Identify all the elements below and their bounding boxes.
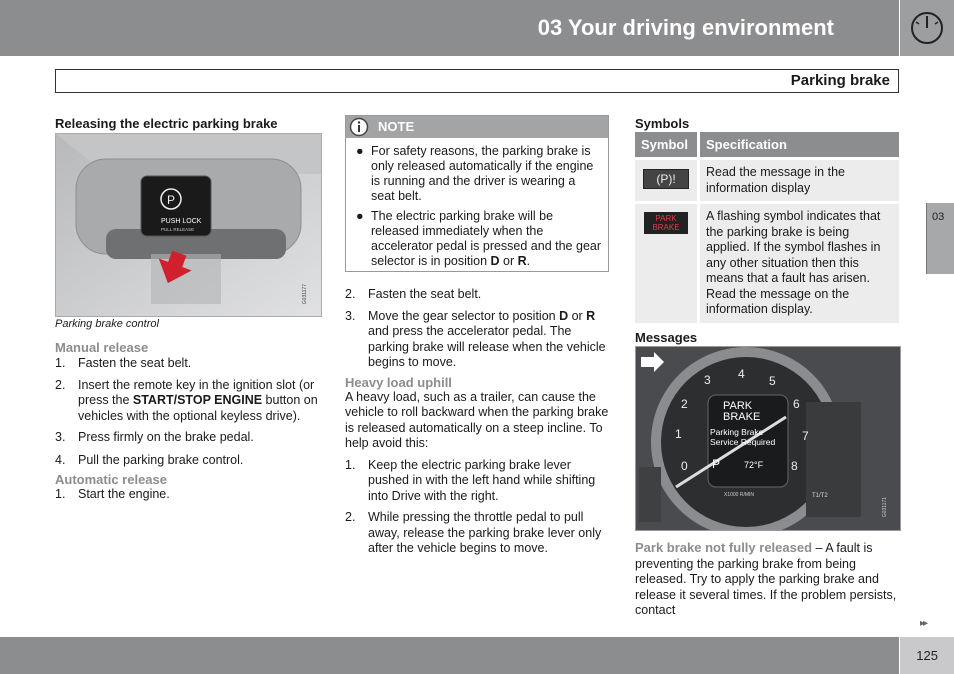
figure-button-text: PUSH LOCK [161, 218, 202, 225]
list-item: 1. Fasten the seat belt. [55, 356, 192, 370]
page-header [0, 0, 899, 56]
park-brake-symbol: PARK BRAKE [644, 212, 688, 234]
table-row [635, 159, 899, 203]
chapter-icon-box [900, 0, 954, 56]
park-warning-symbol: (P)! [643, 169, 689, 189]
messages-title: Messages [635, 330, 698, 345]
note-item: ● The electric parking brake will be released immediately when the accelerator pedal is pressed and the gear selector is in position D or R. [356, 209, 602, 268]
page-number: 125 [916, 648, 938, 663]
symbols-title: Symbols [635, 116, 690, 131]
release-heading: Releasing the electric parking brake [55, 116, 278, 131]
note-label: NOTE [378, 119, 415, 134]
gauge-number: 8 [791, 459, 798, 473]
gauge-number: 4 [738, 367, 745, 381]
manual-release-block [55, 340, 323, 509]
section-title: Parking brake [790, 72, 890, 89]
list-item: 2. While pressing the throttle pedal to pull away, release the parking brake lever only after the vehicle begins to move. [345, 510, 602, 555]
list-item: 3. Move the gear selector to position D or R and press the accelerator pedal. The parking brake will release when the vehicle begins to move. [345, 308, 606, 369]
note-box [345, 115, 609, 272]
rpm-label: X1000 R/MIN [724, 492, 755, 498]
gear-indicator: P [712, 457, 721, 471]
column2-body [345, 287, 610, 563]
table-cell: Read the message in the information display [699, 159, 900, 203]
note-header [346, 116, 608, 138]
continue-arrows: ▸▸ [920, 618, 927, 629]
symbols-table [635, 132, 899, 323]
table-row [635, 203, 899, 323]
figure-caption: Parking brake control [55, 318, 159, 330]
page-number-box [900, 637, 954, 674]
gauge-number: 5 [769, 374, 776, 388]
table-header: Specification [699, 132, 900, 159]
figure-code: G031171 [882, 497, 888, 518]
list-item: 1. Start the engine. [55, 487, 170, 501]
message-description: Park brake not fully released – A fault is preventing the parking brake from being released. Try to apply the parking brake and release it several times. If the problem persists, contact [635, 540, 897, 617]
info-icon [349, 117, 369, 137]
manual-release-title: Manual release [55, 340, 149, 355]
list-item: 2. Fasten the seat belt. [345, 287, 482, 301]
figure-button-subtext: PULL RELEASE [161, 227, 195, 232]
gauge-number: 2 [681, 397, 688, 411]
parking-brake-figure [55, 133, 322, 317]
chapter-tab[interactable] [926, 203, 954, 274]
svg-text:P: P [166, 193, 176, 207]
gauge-number: 7 [802, 429, 809, 443]
chapter-tab-label: 03 [932, 211, 945, 223]
page-footer [0, 637, 899, 674]
heavy-load-text: A heavy load, such as a trailer, can cause the vehicle to roll backward when the parking brake is released automatically on a steep incline. To help avoid this: [345, 389, 609, 450]
speedometer-icon [900, 0, 954, 56]
section-title-bar [55, 69, 899, 93]
note-item: ● For safety reasons, the parking brake is only released automatically if the engine is running and the driver is wearing a seat belt. [356, 144, 594, 203]
parking-brake-illustration [56, 134, 321, 316]
figure-code: G031177 [302, 284, 308, 305]
list-item: 1. Keep the electric parking brake lever pushed in with the left hand while shifting into Drive with the right. [345, 457, 596, 503]
instrument-cluster-figure [635, 346, 901, 531]
list-item: 3. Press firmly on the brake pedal. [55, 430, 254, 444]
gauge-number: 1 [675, 427, 682, 441]
list-item: 2. Insert the remote key in the ignition slot (or press the START/STOP ENGINE button on vehicles with the optional keyless drive). [55, 377, 318, 423]
chapter-title: 03 Your driving environment [537, 15, 834, 40]
heavy-load-title: Heavy load uphill [345, 374, 452, 390]
display-message-text: Parking Brake Service Required [710, 427, 776, 447]
automatic-release-title: Automatic release [55, 472, 167, 487]
display-park-text: PARK BRAKE [723, 400, 761, 423]
list-item: 4. Pull the parking brake control. [55, 452, 244, 467]
table-cell: A flashing symbol indicates that the parking brake is being applied. If the symbol flashes in any other situation then this means that a fault has arisen. Read the message on the information display. [699, 203, 900, 323]
gauge-number: 3 [704, 373, 711, 387]
trip-label: T1/T2 [812, 493, 828, 499]
gauge-number: 0 [681, 459, 688, 473]
table-header: Symbol [635, 132, 699, 159]
temperature-readout: 72°F [744, 460, 764, 470]
gauge-number: 6 [793, 397, 800, 411]
